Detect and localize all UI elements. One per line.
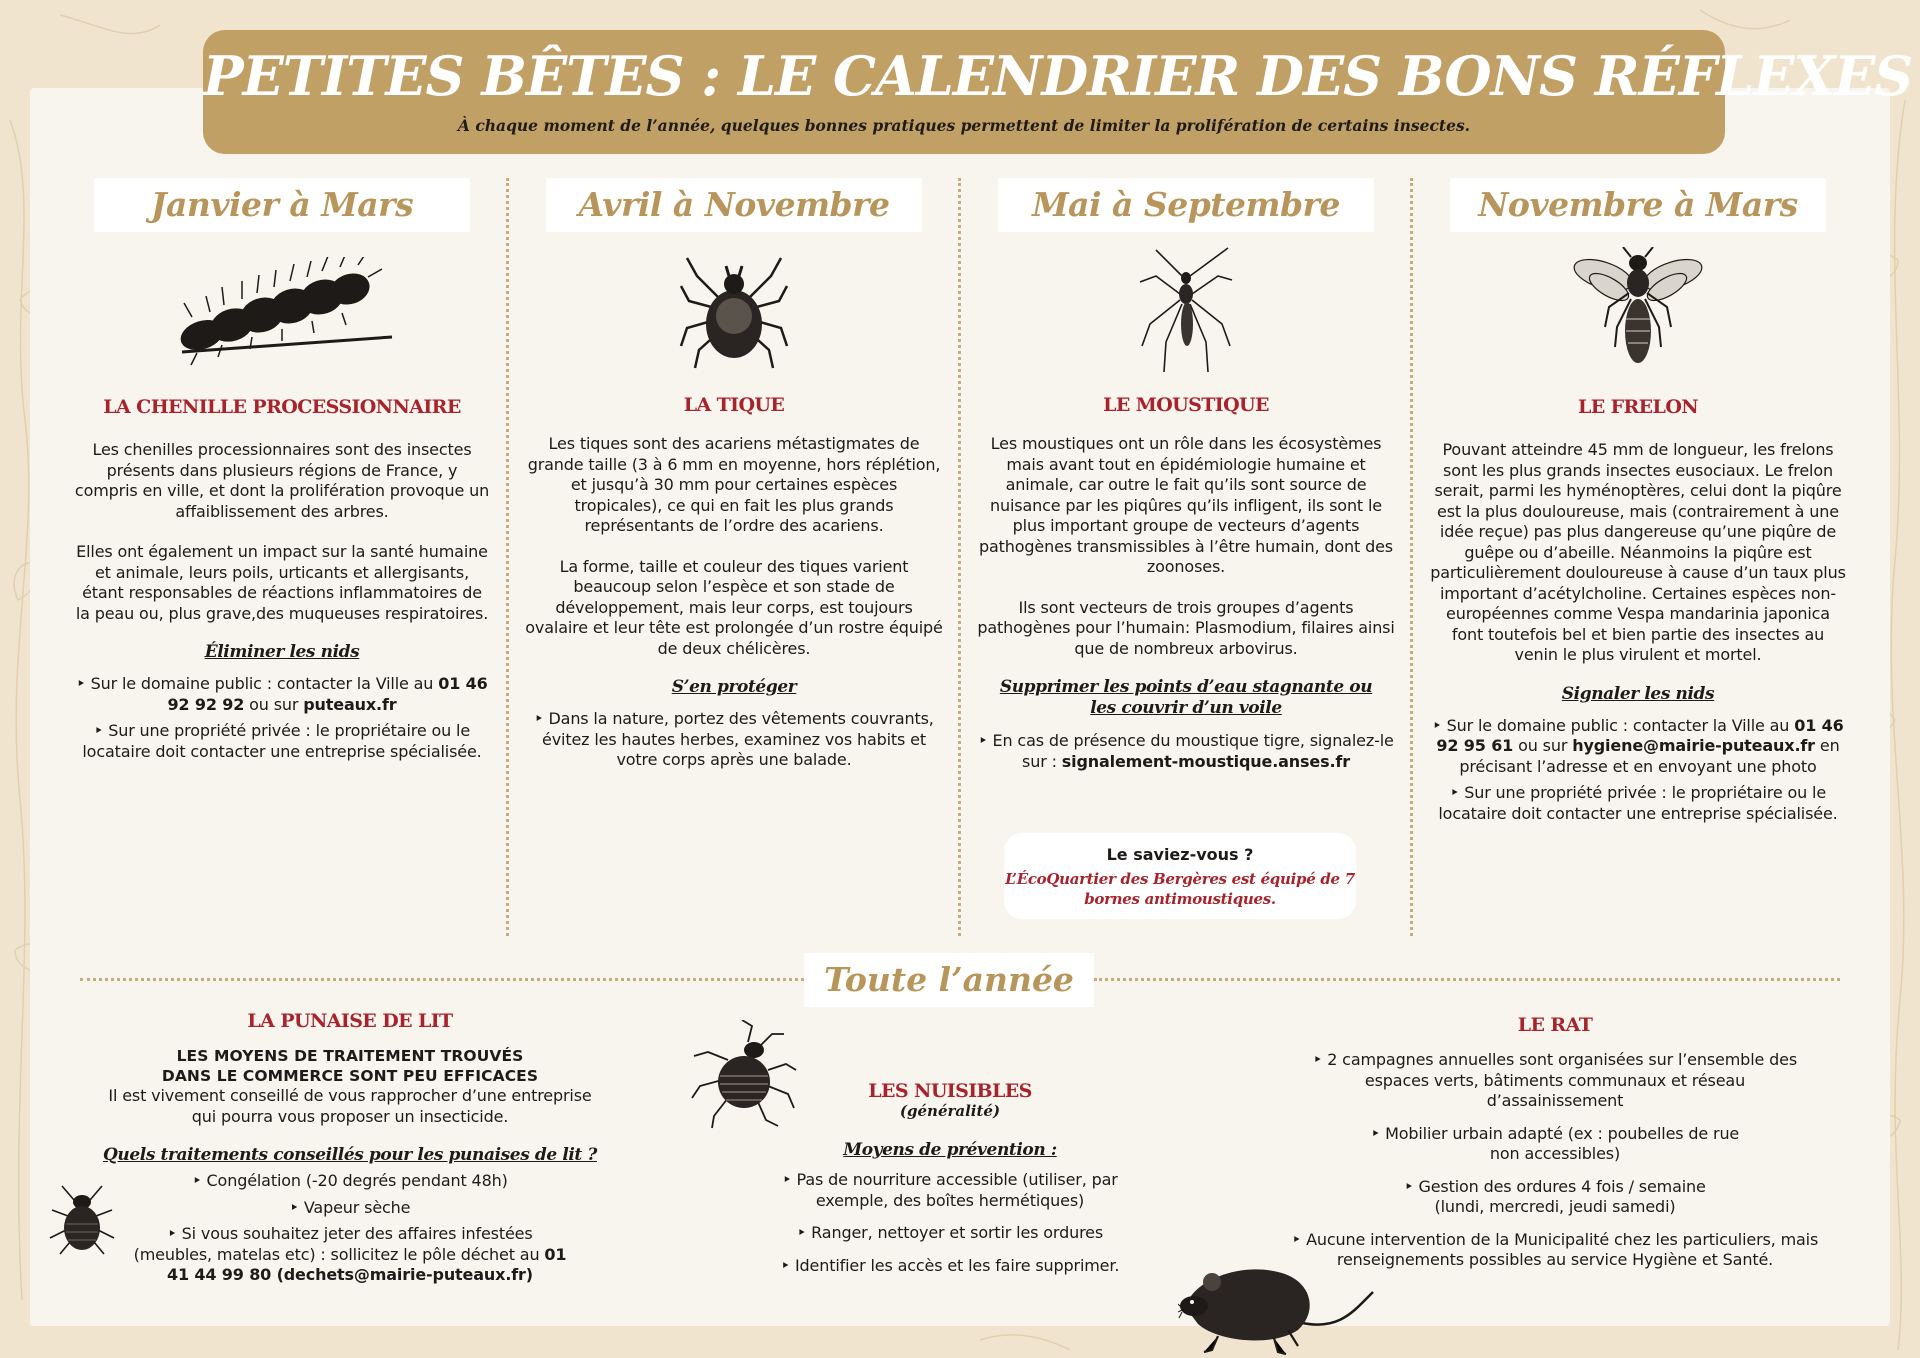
action-bullet: ‣ En cas de présence du moustique tigre, signalez-le sur : signalement-moustique.anses.fr [978,731,1394,771]
info-question: Le saviez-vous ? [1106,845,1254,864]
insect-name: LE MOUSTIQUE [1103,394,1269,416]
column-tick [525,176,943,771]
period-title: Avril à Novembre [546,178,922,232]
rat-bullet: ‣ Aucune intervention de la Municipalité chez les particuliers, mais renseignements possibles au service Hygiène et Santé. [1291,1229,1819,1269]
action-bullet: ‣ Sur le domaine public : contacter la Ville au 01 46 92 92 92 ou sur puteaux.fr [76,674,488,714]
pests-section [740,1072,1160,1276]
insect-name: LA PUNAISE DE LIT [247,1010,453,1032]
prevention-bullet: ‣ Ranger, nettoyer et sortir les ordures [796,1223,1104,1242]
section-divider [1094,978,1840,981]
action-bullet: ‣ Dans la nature, portez des vêtements couvrants, évitez les hautes herbes, examinez vos habits et votre corps après une balade. [534,709,934,769]
column-mosquito [977,176,1395,772]
column-caterpillar [73,176,491,762]
insect-name: LA CHENILLE PROCESSIONNAIRE [103,396,461,418]
prevention-bullet: ‣ Identifier les accès et les faire supprimer. [780,1255,1120,1275]
rat-bullet: ‣ 2 campagnes annuelles sont organisées sur l’ensemble des espaces verts, bâtiments communaux et réseau d’assainissement [1312,1050,1798,1110]
warning-line: LES MOYENS DE TRAITEMENT TROUVÉS [176,1047,524,1065]
description-paragraph: Les chenilles processionnaires sont des insectes présents dans plusieurs régions de France, y compris en ville, et dont la prolifération provoque un affaiblissement des arbres. [74,440,490,521]
insect-name: LA TIQUE [683,394,785,416]
prevention-bullet: ‣ Pas de nourriture accessible (utiliser, par exemple, des boîtes hermétiques) [782,1170,1118,1210]
insect-name: LE RAT [1517,1014,1593,1036]
description-paragraph: Les tiques sont des acariens métastigmates de grande taille (3 à 6 mm en moyenne, hors réplétion, et jusqu’à 30 mm pour certaines espèces tropicales), ce qui en fait les plus grands représentants de l’ordre des acariens. [527,434,941,535]
description-paragraph: Les moustiques ont un rôle dans les écosystèmes mais avant tout en épidémiologie humaine et animale, car outre le fait qu’ils sont source de nuisance par les piqûres qu’ils infligent, ils sont le plus important groupe de vecteurs d’agents pathogènes transmissibles à l’être humain, dont des zoonoses. [979,434,1393,576]
warning-line: DANS LE COMMERCE SONT PEU EFFICACES [161,1067,539,1085]
insect-name: LE FRELON [1577,396,1699,418]
period-title: Janvier à Mars [94,178,470,232]
section-name: LES NUISIBLES [868,1080,1032,1102]
mosquito-icon [1136,246,1236,376]
period-title: Mai à Septembre [998,178,1374,232]
info-box [1004,833,1356,919]
rat-bullet: ‣ Mobilier urbain adapté (ex : poubelles de rue non accessibles) [1370,1123,1740,1163]
header-banner [203,30,1913,154]
action-title: S’en protéger [671,677,797,697]
column-divider [506,178,509,936]
info-answer: L’ÉcoQuartier des Bergères est équipé de 7 bornes antimoustiques. [1005,870,1355,908]
year-round-title: Toute l’année [804,953,1094,1007]
report-link[interactable]: signalement-moustique.anses.fr [1061,751,1350,771]
column-divider [958,178,961,936]
section-note: (généralité) [899,1102,1001,1120]
page-subtitle: À chaque moment de l’année, quelques bonnes pratiques permettent de limiter la prolifération de certains insectes. [457,116,1471,135]
website-link[interactable]: puteaux.fr [303,694,397,714]
bedbug-small-icon [48,1182,116,1256]
waste-contact[interactable]: 01 41 44 99 80 (dechets@mairie-puteaux.fr) [167,1244,567,1284]
description-paragraph: La forme, taille et couleur des tiques varient beaucoup selon l’espèce et son stade de développement, mais leur corps, est toujours ovalaire et leur tête est prolongée d’un rostre équipé de deux chélicères. [525,556,943,658]
column-hornet [1429,176,1847,824]
rat-section [1270,1006,1840,1271]
action-title: Supprimer les points d’eau stagnante ou les couvrir d’un voile [999,677,1373,718]
hornet-icon [1573,247,1703,377]
action-bullet: ‣ Sur le domaine public : contacter la Ville au 01 46 92 95 61 ou sur hygiene@mairie-puteaux.fr en précisant l’adresse et en envoyant une photo [1432,715,1844,776]
page-title: PETITES BÊTES : LE CALENDRIER DES BONS RÉFLEXES [203,44,1913,108]
treatment-bullet: ‣ Vapeur sèche [289,1197,411,1217]
action-bullet: ‣ Sur une propriété privée : le propriétaire ou le locataire doit contacter une entreprise spécialisée. [82,721,482,761]
prevention-title: Moyens de prévention : [843,1140,1057,1160]
column-divider [1410,178,1413,936]
tick-icon [679,246,789,376]
email-link[interactable]: hygiene@mairie-puteaux.fr [1572,736,1815,755]
action-title: Signaler les nids [1561,683,1715,704]
caterpillar-icon [162,257,402,367]
action-bullet: ‣ Sur une propriété privée : le propriétaire ou le locataire doit contacter une entreprise spécialisée. [1438,783,1838,823]
treatment-bullet: ‣ Congélation (-20 degrés pendant 48h) [192,1171,508,1190]
description-paragraph: Pouvant atteindre 45 mm de longueur, les frelons sont les plus grands insectes eusociaux. Le frelon serait, parmi les hyménoptères, celui dont la piqûre est la plus douloureuse, mais (contrairement à une idée reçue) pas plus dangereuse qu’une piqûre de guêpe ou d’abeille. Néanmoins la piqûre est particulièrement douloureuse à cause d’un taux plus important d’acétylcholine. Certaines espèces non-européennes comme Vespa mandarinia japonica font toutefois bel et bien partie des insectes au venin le plus virulent et mortel. [1430,440,1846,664]
treatments-question: Quels traitements conseillés pour les punaises de lit ? [103,1145,597,1165]
description-paragraph: Elles ont également un impact sur la santé humaine et animale, leurs poils, urticants et allergisants, étant responsables de réactions inflammatoires de la peau ou, plus grave,des muqueuses respiratoires. [75,542,489,623]
rat-bullet: ‣ Gestion des ordures 4 fois / semaine (lundi, mercredi, jeudi samedi) [1404,1176,1706,1216]
section-divider [80,978,804,981]
advice-text: Il est vivement conseillé de vous rapprocher d’une entreprise qui pourra vous proposer un insecticide. [108,1086,592,1126]
rat-icon [1178,1252,1378,1358]
treatment-bullet: ‣ Si vous souhaitez jeter des affaires infestées (meubles, matelas etc) : sollicitez le pôle déchet au 01 41 44 99 80 (dechets@mairie-puteaux.fr) [133,1224,567,1284]
period-title: Novembre à Mars [1450,178,1826,232]
description-paragraph: Ils sont vecteurs de trois groupes d’agents pathogènes pour l’humain: Plasmodium, filaires ainsi que de nombreux arbovirus. [977,597,1395,658]
bedbug-section [100,1002,600,1286]
action-title: Éliminer les nids [204,642,360,662]
